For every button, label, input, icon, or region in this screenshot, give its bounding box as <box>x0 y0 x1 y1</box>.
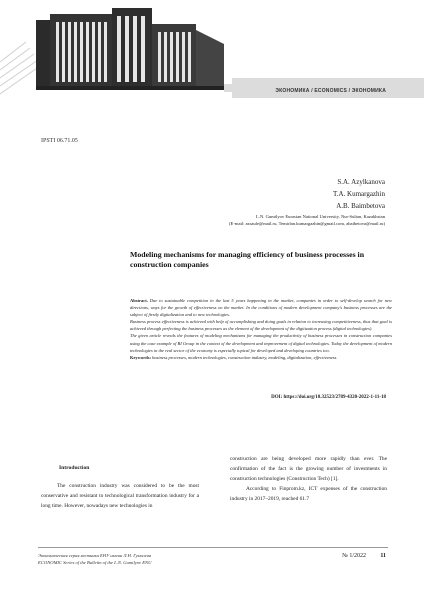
section-heading-introduction: Introduction <box>59 465 90 471</box>
keywords: business processes, modern technologies, construction industry, modeling, digitalization, effectiveness. <box>152 354 338 360</box>
header-illustration <box>0 0 424 120</box>
abstract-p3: The given article reveals the features of modeling mechanisms for managing the productivity of business processes in construction companies using the case example of BI Group in the context of the development and improvement of digital technologies. Today the development of modern technologies in the real sector of the economy is especially topical for developed and developing countries too. <box>130 333 392 353</box>
doi-link[interactable]: DOI: https://doi.org/10.32523/2789-4320-2022-1-11-18 <box>271 395 386 400</box>
footer-journal-name <box>38 552 238 566</box>
university-building-icon <box>36 8 224 90</box>
abstract-p2: Business process effectiveness is achieved with help of accomplishing and doing goals in relation to increasing competitiveness, thus that goal is achieved through perfecting the business processes as the element of the development of the digitization process (digital technologies). <box>130 319 392 332</box>
footer-divider <box>38 547 388 548</box>
footer-line-en: ECONOMIC Series of the Bulletin of the L.N. Gumilyov ENU <box>38 560 152 565</box>
decorative-stripes <box>0 42 40 94</box>
article-title: Modeling mechanisms for managing efficiency of business processes in construction companies <box>130 250 365 269</box>
abstract <box>130 297 392 361</box>
author-name: T.A. Kumargazhin <box>332 190 385 198</box>
body-paragraph: According to Finprom.kz, ICT expenses of the construction industry in 2017–2019, reached 61.7 <box>230 486 387 502</box>
body-paragraph: construction are being developed more rapidly than ever. The confirmation of the fact is the growing number of investments in construction technologies (Construction Tech) [1]. <box>230 456 387 482</box>
footer-line-ru: Экономическая серия вестника ЕНУ имени Л.Н. Гумилева <box>38 553 152 558</box>
body-paragraph: The construction industry was considered to be the most conservative and resistant to technological transformation industry for a long time. However, nowadays new technologies in <box>41 483 199 509</box>
classification-code: IPSTI 06.71.05 <box>41 138 78 144</box>
body-column-right <box>230 454 387 504</box>
abstract-p1: Due to sustainable competition in the last 5 years happening in the market, companies in order to self-develop search for new directions, ways for the growth of effectiveness on the market. In the conditions of modern development company's business processes are the subject of firstly digitalization and to new technologies. <box>130 298 393 318</box>
keywords-label: Keywords: <box>130 354 151 360</box>
affiliation-emails: (E-mail: azsaule@mail.ru, Temirlan.kumargazhin@gmail.com, abaibetova@mail.ru) <box>229 221 385 226</box>
footer-issue-number: № 1/2022 <box>342 553 366 559</box>
section-label: ЭКОНОМИКА / ECONOMICS / ЭКОНОМИКА <box>275 88 386 94</box>
abstract-label: Abstract. <box>130 298 148 303</box>
author-name: A.B. Baimbetova <box>336 202 385 210</box>
affiliation-institution: L.N. Gumilyov Eurasian National University, Nur-Sultan, Kazakhstan <box>256 214 385 219</box>
author-list <box>333 176 385 212</box>
author-name: S.A. Azylkanova <box>337 178 385 186</box>
page-number: 11 <box>380 553 386 559</box>
body-column-left <box>41 463 199 511</box>
affiliation <box>145 213 385 227</box>
